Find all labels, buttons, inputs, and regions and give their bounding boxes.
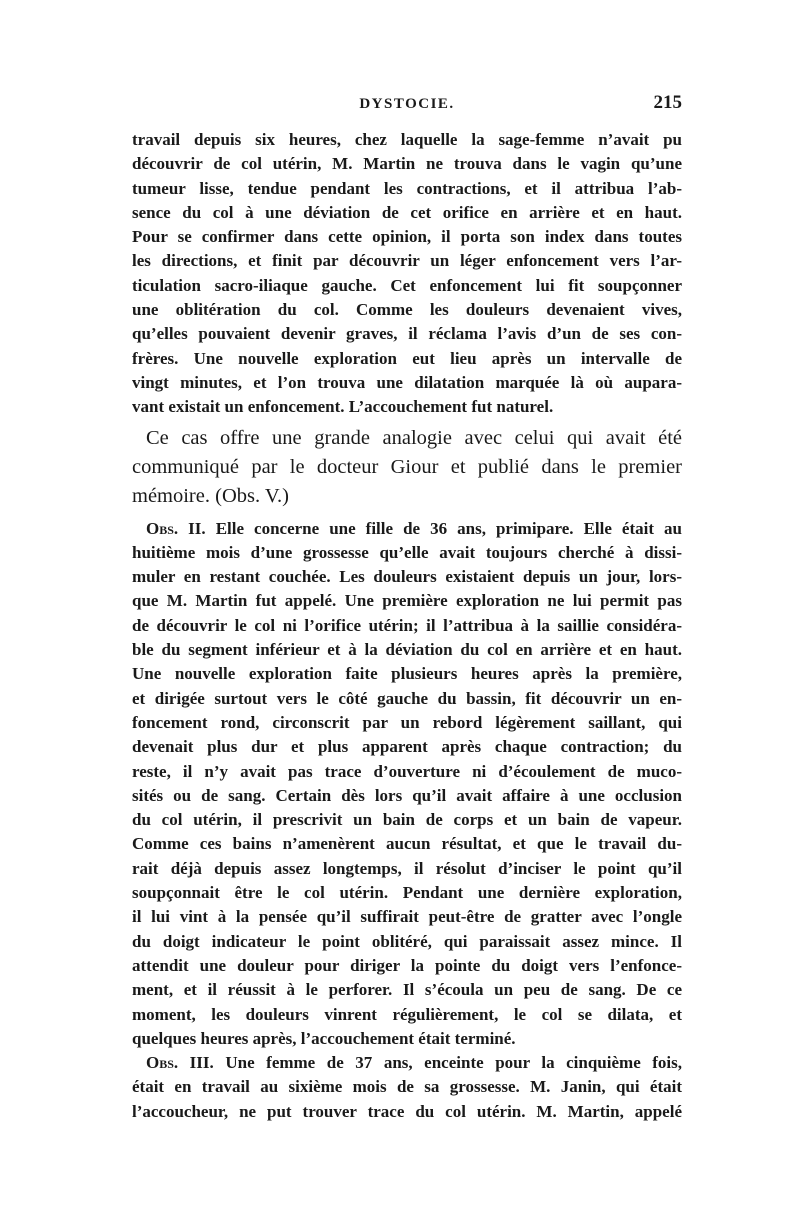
text-line: était en travail au sixième mois de sa grossesse. M. Janin, qui était xyxy=(132,1077,682,1097)
text-line: vingt minutes, et l’on trouva une dilatation marquée là où aupara- xyxy=(132,372,682,392)
text-line: ment, et il réussit à le perforer. Il s’écoula un peu de sang. De ce xyxy=(132,980,682,1000)
observation-label: Obs. III. xyxy=(146,1053,214,1073)
observation-label: Obs. II. xyxy=(146,518,206,538)
text-line: foncement rond, circonscrit par un rebord légèrement saillant, qui xyxy=(132,712,682,732)
text-line: communiqué par le docteur Giour et publié dans le premier xyxy=(132,455,682,478)
text-line: et dirigée surtout vers le côté gauche du bassin, fit découvrir un en- xyxy=(132,688,682,708)
text-line: ble du segment inférieur et à la déviation du col en arrière et en haut. xyxy=(132,640,682,660)
text-line: que M. Martin fut appelé. Une première exploration ne lui permit pas xyxy=(132,591,682,611)
text-line: soupçonnait être le col utérin. Pendant une dernière exploration, xyxy=(132,883,682,903)
page-number: 215 xyxy=(653,92,682,113)
text-line: du col utérin, il prescrivit un bain de corps et un bain de vapeur. xyxy=(132,810,682,830)
text-line: huitième mois d’une grossesse qu’elle avait toujours cherché à dissi- xyxy=(132,542,682,562)
paragraph-continued xyxy=(132,128,682,420)
text-line: reste, il n’y avait pas trace d’ouverture ni d’écoulement de muco- xyxy=(132,761,682,781)
text-line: ticulation sacro-iliaque gauche. Cet enfoncement lui fit soupçonner xyxy=(132,275,682,295)
text-line xyxy=(132,1051,682,1075)
text-line: l’accoucheur, ne put trouver trace du col utérin. M. Martin, appelé xyxy=(132,1101,682,1121)
text-line: quelques heures après, l’accouchement était terminé. xyxy=(132,1028,516,1048)
text-line: attendit une douleur pour diriger la pointe du doigt vers l’enfonce- xyxy=(132,955,682,975)
text-line: tumeur lisse, tendue pendant les contractions, et il attribua l’ab- xyxy=(132,178,682,198)
text-line: frères. Une nouvelle exploration eut lieu après un intervalle de xyxy=(132,348,682,368)
observation-text: Elle concerne une fille de 36 ans, primipare. Elle était au xyxy=(215,518,682,538)
text-line: travail depuis six heures, chez laquelle la sage-femme n’avait pu xyxy=(132,130,682,149)
text-line: Ce cas offre une grande analogie avec celui qui avait été xyxy=(146,426,682,449)
text-line: rait déjà depuis assez longtemps, il résolut d’inciser le point qu’il xyxy=(132,858,682,878)
text-line: Pour se confirmer dans cette opinion, il porta son index dans toutes xyxy=(132,227,682,247)
text-line: muler en restant couchée. Les douleurs existaient depuis un jour, lors- xyxy=(132,567,682,587)
text-line: les directions, et finit par découvrir un léger enfoncement vers l’ar- xyxy=(132,251,682,271)
text-line xyxy=(132,517,682,541)
paragraph-analogy xyxy=(132,424,682,511)
text-line: vant existait un enfoncement. L’accouchement fut naturel. xyxy=(132,397,554,417)
text-line: devenait plus dur et plus apparent après chaque contraction; du xyxy=(132,737,682,757)
text-line: sités ou de sang. Certain dès lors qu’il avait affaire à une occlusion xyxy=(132,785,682,805)
text-line: mémoire. (Obs. V.) xyxy=(132,484,289,507)
running-title: DYSTOCIE. xyxy=(359,96,455,112)
text-line: Comme ces bains n’amenèrent aucun résultat, et que le travail du- xyxy=(132,834,682,854)
text-line: qu’elles pouvaient devenir graves, il réclama l’avis d’un de ses con- xyxy=(132,324,682,344)
text-line: Une nouvelle exploration faite plusieurs heures après la première, xyxy=(132,664,682,684)
text-line: sence du col à une déviation de cet orifice en arrière et en haut. xyxy=(132,202,682,222)
observation-text: Une femme de 37 ans, enceinte pour la cinquième fois, xyxy=(225,1053,683,1073)
text-line: de découvrir le col ni l’orifice utérin; il l’attribua à la saillie considéra- xyxy=(132,615,682,635)
text-line: il lui vint à la pensée qu’il suffirait peut-être de gratter avec l’ongle xyxy=(132,907,682,927)
text-line: une oblitération du col. Comme les douleurs devenaient vives, xyxy=(132,300,682,320)
page-header xyxy=(132,92,682,120)
text-line: du doigt indicateur le point oblitéré, qui paraissait assez mince. Il xyxy=(132,931,682,951)
observation-3 xyxy=(132,1051,682,1124)
page-body xyxy=(132,128,682,1124)
observation-2 xyxy=(132,517,682,1052)
text-line: découvrir de col utérin, M. Martin ne trouva dans le vagin qu’une xyxy=(132,154,682,174)
text-line: moment, les douleurs vinrent régulièrement, le col se dilata, et xyxy=(132,1004,682,1024)
